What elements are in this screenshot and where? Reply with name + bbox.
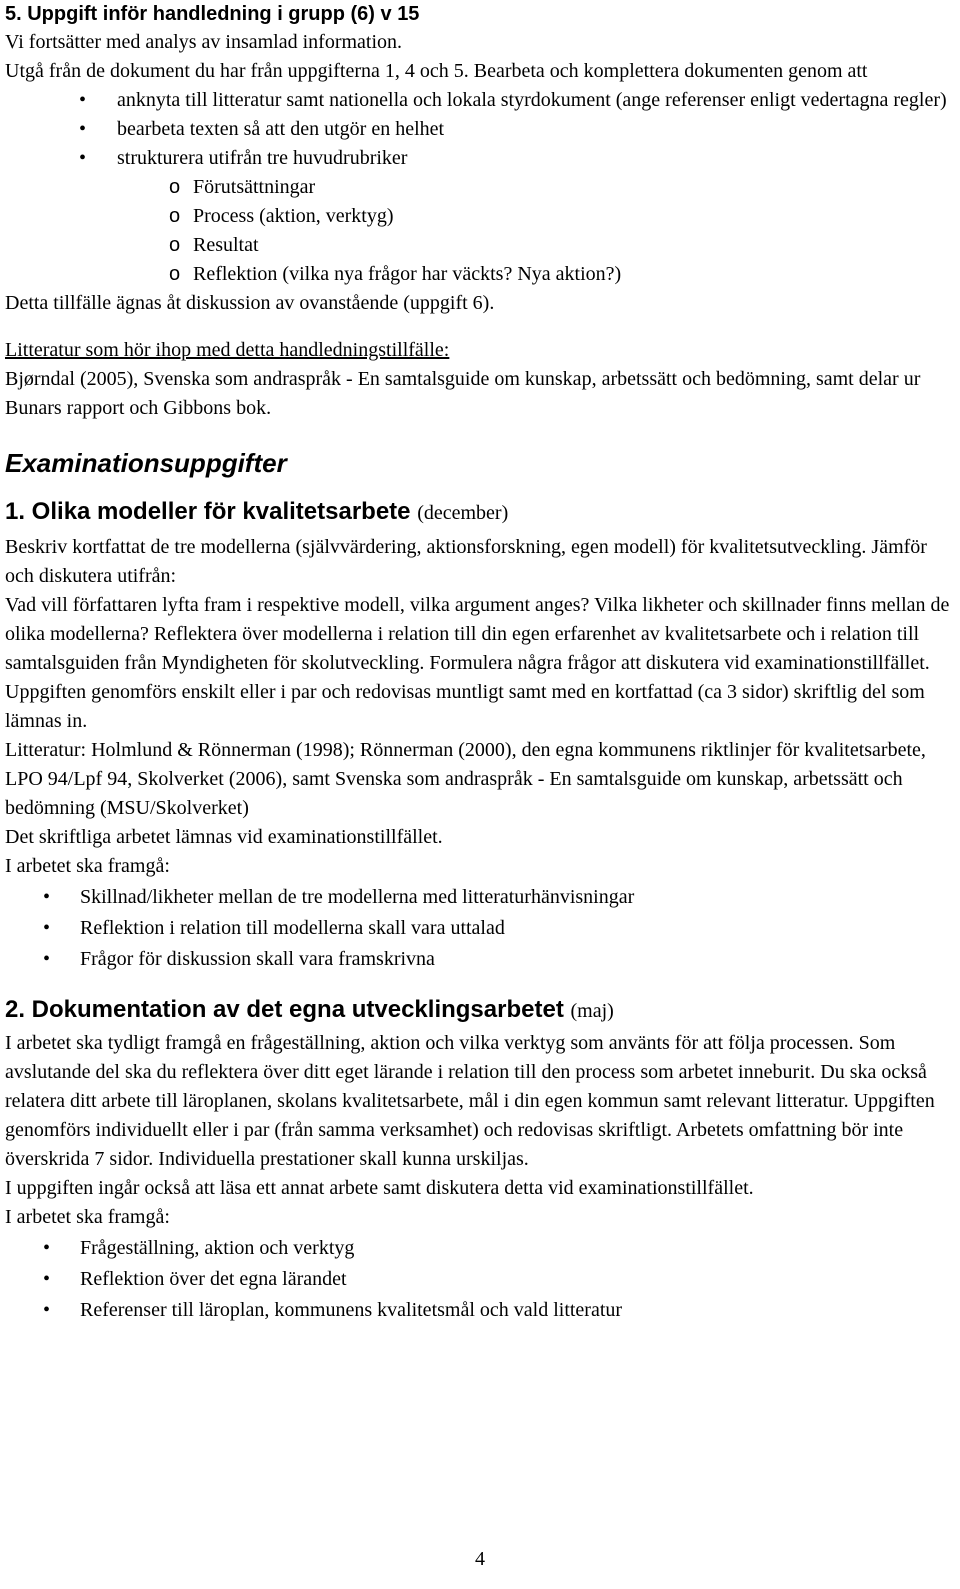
section1-bullet-list: [5, 883, 950, 974]
section1-para6: I arbetet ska framgå:: [5, 855, 170, 877]
bullet-icon: •: [79, 89, 87, 111]
task-subitem-list: [5, 173, 950, 289]
section1-para3: Uppgiften genomförs enskilt eller i par och redovisas muntligt samt med en kortfattad (ca 3 sidor) skriftlig del som lämnas in.: [5, 681, 925, 732]
circle-bullet-icon: o: [169, 205, 181, 227]
list-item: • Frågor för diskussion skall vara framskrivna: [5, 945, 950, 974]
section2-bullet-list: [5, 1234, 950, 1325]
circle-bullet-icon: o: [169, 234, 181, 256]
list-item: • Referenser till läroplan, kommunens kvalitetsmål och vald litteratur: [5, 1296, 950, 1325]
literature-heading: Litteratur som hör ihop med detta handledningstillfälle:: [5, 339, 450, 361]
task-intro-line2: Utgå från de dokument du har från uppgifterna 1, 4 och 5. Bearbeta och komplettera dokumenten genom att: [5, 60, 868, 82]
circle-bullet-icon: o: [169, 176, 181, 198]
bullet-icon: •: [79, 147, 87, 169]
list-item: o Reflektion (vilka nya frågor har väckts? Nya aktion?): [5, 260, 950, 289]
literature-text: Bjørndal (2005), Svenska som andraspråk - En samtalsguide om kunskap, arbetssätt och bedömning, samt delar ur Bunars rapport och Gibbons bok.: [5, 368, 921, 419]
section2-para1: I arbetet ska tydligt framgå en frågeställning, aktion och vilka verktyg som använts för att följa processen. Som avslutande del ska du reflektera över ditt eget lärande i relation till den process som arbetet inneburit. Du ska också relatera ditt arbete till läroplanen, skolans kvalitetsarbete, mål i din egen kommun samt relevant litteratur. Uppgiften genomförs individuellt eller i par (från samma verksamhet) och redovisas skriftligt. Arbetets omfattning bör inte överskrida 7 sidor. Individuella prestationer skall kunna urskiljas.: [5, 1032, 935, 1170]
list-item: • Skillnad/likheter mellan de tre modellerna med litteraturhänvisningar: [5, 883, 950, 912]
bullet-icon: •: [43, 1268, 51, 1290]
list-item: • Reflektion i relation till modellerna skall vara uttalad: [5, 914, 950, 943]
list-item: • anknyta till litteratur samt nationella och lokala styrdokument (ange referenser enligt vedertagna regler): [5, 86, 950, 115]
task-closing: Detta tillfälle ägnas åt diskussion av ovanstående (uppgift 6).: [5, 292, 495, 314]
list-item: o Resultat: [5, 231, 950, 260]
section1-para5: Det skriftliga arbetet lämnas vid examinationstillfället.: [5, 826, 443, 848]
section1-title: 1. Olika modeller för kvalitetsarbete (december): [5, 498, 509, 525]
bullet-icon: •: [79, 118, 87, 140]
section1-para4: Litteratur: Holmlund & Rönnerman (1998); Rönnerman (2000), den egna kommunens riktlinjer för kvalitetsarbete, LPO 94/Lpf 94, Skolverket (2006), samt Svenska som andraspråk - En samtalsguide om kunskap, arbetssätt och bedömning (MSU/Skolverket): [5, 739, 926, 819]
list-item: o Förutsättningar: [5, 173, 950, 202]
page-number: 4: [475, 1548, 485, 1570]
section1-para1: Beskriv kortfattat de tre modellerna (självvärdering, aktionsforskning, egen modell) för kvalitetsutveckling. Jämför och diskutera utifrån:: [5, 536, 927, 587]
task-heading: 5. Uppgift inför handledning i grupp (6) v 15: [5, 3, 420, 25]
task-bullet-list: [5, 86, 950, 173]
task-intro-line1: Vi fortsätter med analys av insamlad information.: [5, 31, 403, 53]
bullet-icon: •: [43, 948, 51, 970]
section2-para2: I uppgiften ingår också att läsa ett annat arbete samt diskutera detta vid examinationstillfället.: [5, 1177, 754, 1199]
bullet-icon: •: [43, 886, 51, 908]
document-page: [5, 1, 950, 1327]
list-item: • strukturera utifrån tre huvudrubriker: [5, 144, 950, 173]
bullet-icon: •: [43, 917, 51, 939]
exam-title: Examinationsuppgifter: [5, 448, 287, 478]
circle-bullet-icon: o: [169, 263, 181, 285]
section2-para3: I arbetet ska framgå:: [5, 1206, 170, 1228]
bullet-icon: •: [43, 1237, 51, 1259]
section2-title: 2. Dokumentation av det egna utvecklingsarbetet (maj): [5, 996, 614, 1023]
bullet-icon: •: [43, 1299, 51, 1321]
list-item: • Frågeställning, aktion och verktyg: [5, 1234, 950, 1263]
section1-para2: Vad vill författaren lyfta fram i respektive modell, vilka argument anges? Vilka likheter och skillnader finns mellan de olika modellerna? Reflektera över modellerna i relation till din egen erfarenhet av kvalitetsarbete och i relation till samtalsguiden från Myndigheten för skolutveckling. Formulera några frågor att diskutera vid examinationstillfället.: [5, 594, 950, 674]
list-item: o Process (aktion, verktyg): [5, 202, 950, 231]
list-item: • Reflektion över det egna lärandet: [5, 1265, 950, 1294]
list-item: • bearbeta texten så att den utgör en helhet: [5, 115, 950, 144]
